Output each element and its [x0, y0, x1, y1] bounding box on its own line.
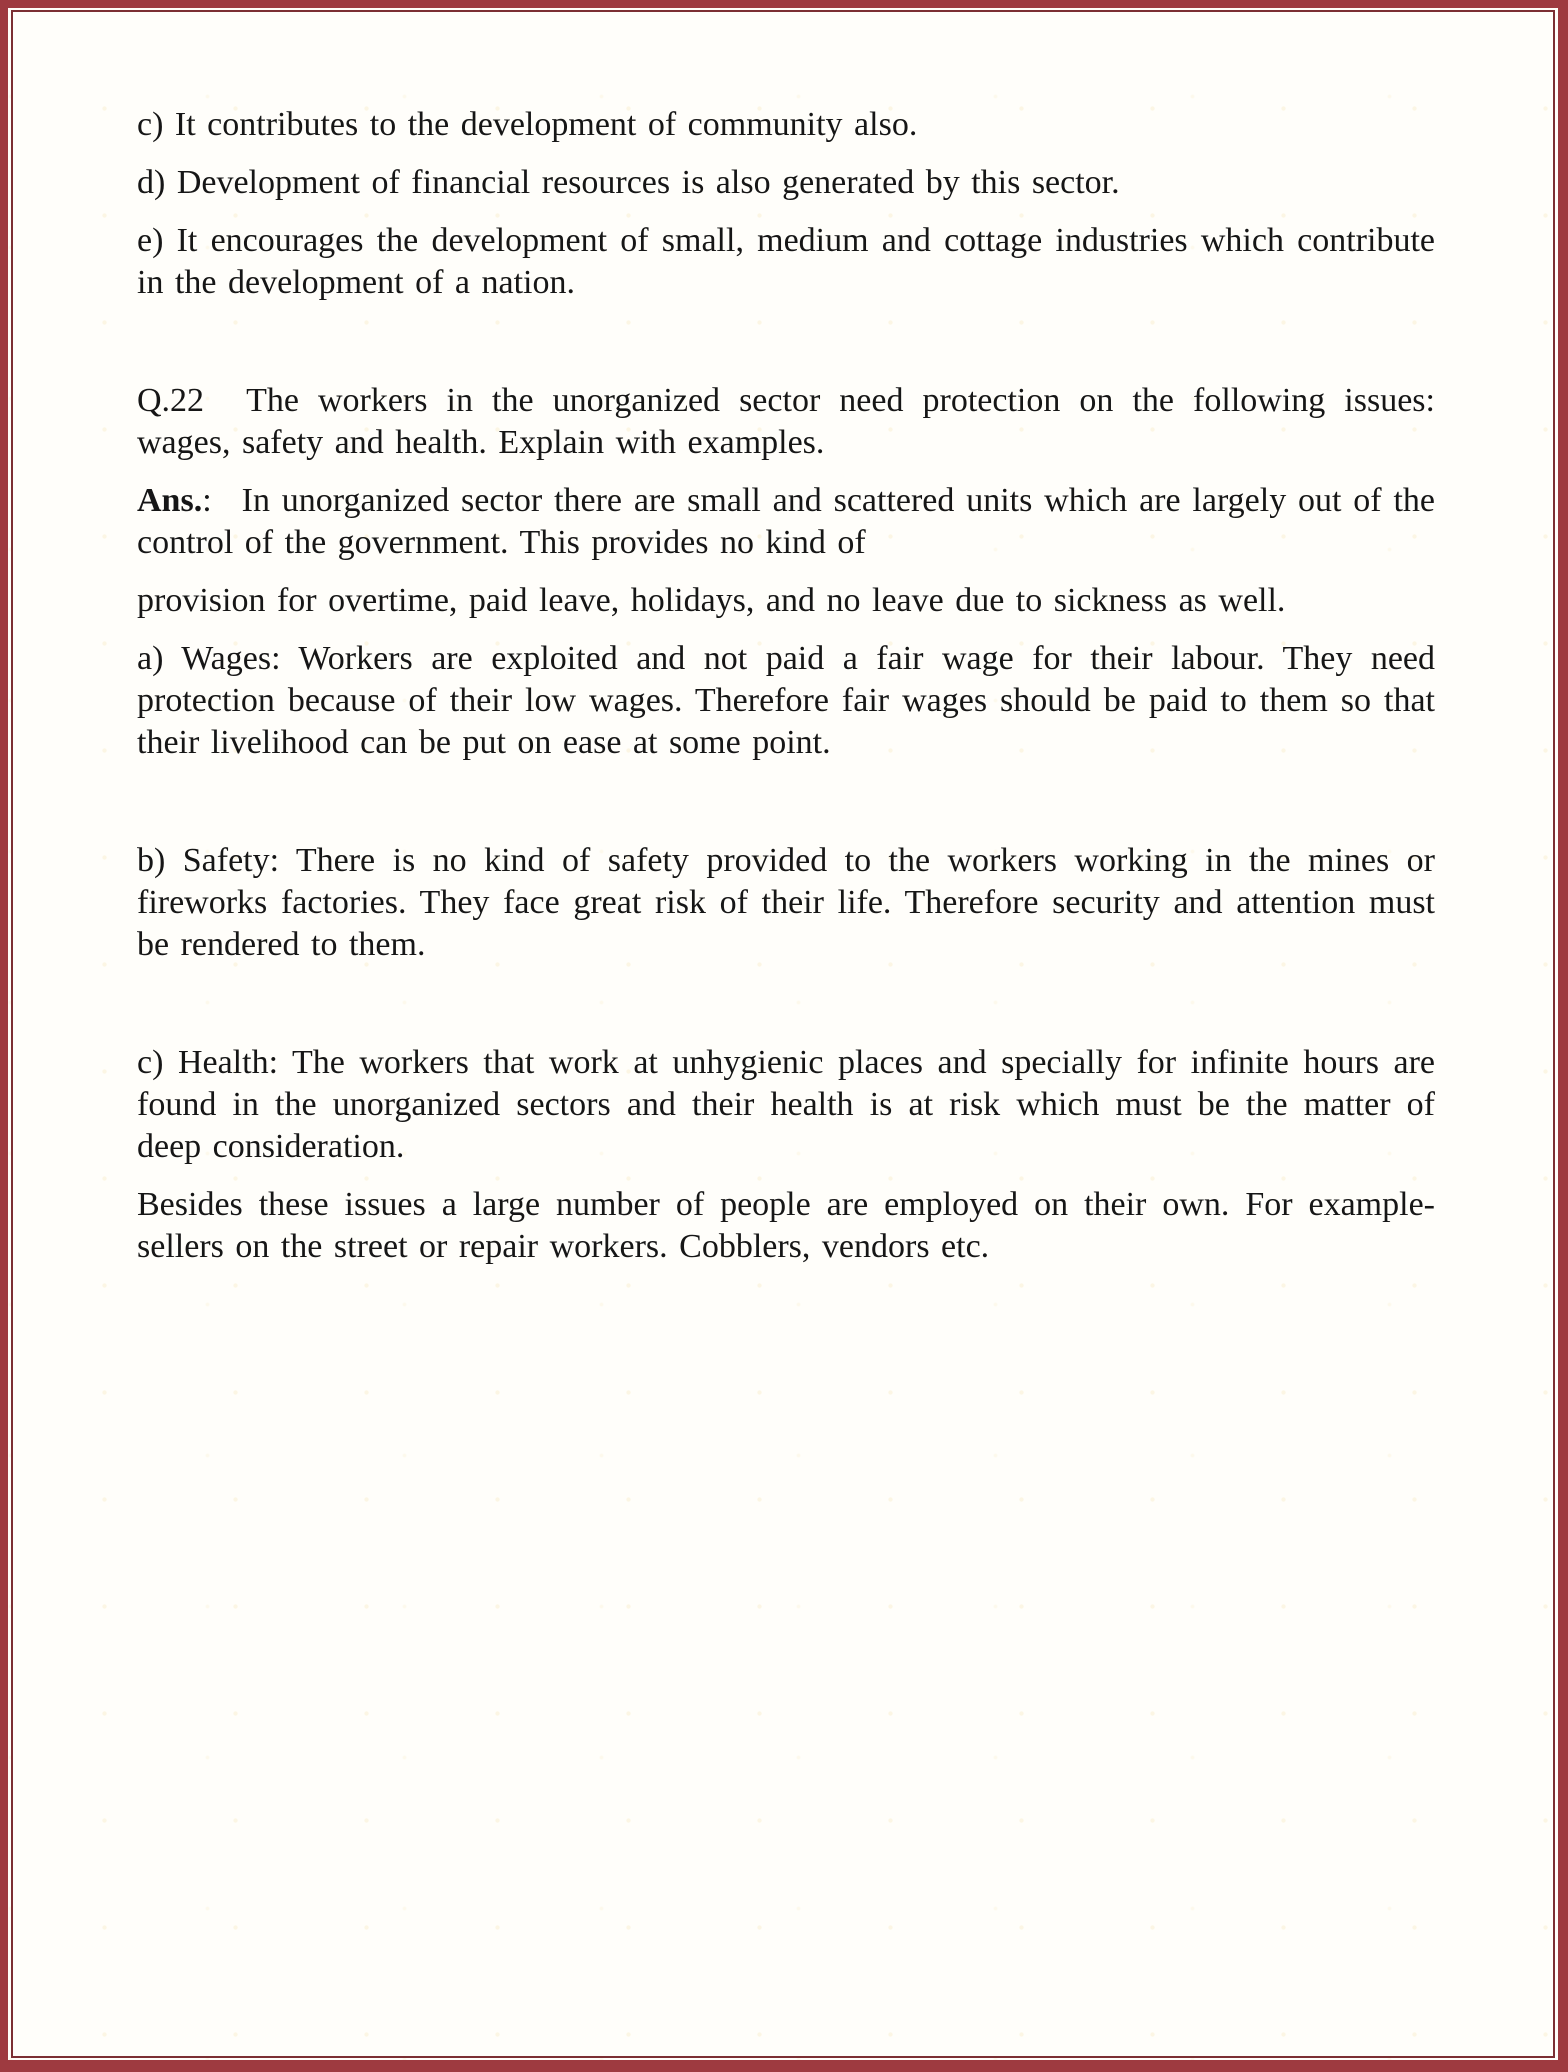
- question-number: Q.22: [137, 382, 205, 419]
- answer-intro-paragraph: [137, 480, 1435, 564]
- answer-separator: :: [202, 482, 212, 519]
- list-item-d: d) Development of financial resources is also generated by this sector.: [137, 164, 1120, 201]
- answer-closing-paragraph: Besides these issues a large number of people are employed on their own. For example- sellers on the street or repair workers. Cobblers, vendors etc.: [137, 1186, 1435, 1265]
- answer-continuation-paragraph: provision for overtime, paid leave, holidays, and no leave due to sickness as well.: [137, 582, 1286, 619]
- answer-label: Ans.: [137, 482, 203, 519]
- answer-point-wages: a) Wages: Workers are exploited and not paid a fair wage for their labour. They need protection because of their low wages. Therefore fair wages should be paid to them so that their livelihood can be put on ease at some point.: [137, 640, 1435, 761]
- answer-intro-text: In unorganized sector there are small and scattered units which are largely out of the control of the government. This provides no kind of: [137, 482, 1435, 561]
- list-item-c: c) It contributes to the development of community also.: [137, 106, 918, 143]
- question-paragraph: [137, 380, 1435, 464]
- document-content: [137, 8, 1435, 1268]
- answer-point-safety: b) Safety: There is no kind of safety provided to the workers working in the mines or fireworks factories. They face great risk of their life. Therefore security and attention must be rendered to them.: [137, 842, 1435, 963]
- answer-point-health: c) Health: The workers that work at unhygienic places and specially for infinite hours are found in the unorganized sectors and their health is at risk which must be the matter of deep consideration.: [137, 1044, 1435, 1165]
- question-text: The workers in the unorganized sector need protection on the following issues: wages, safety and health. Explain with examples.: [137, 382, 1435, 461]
- list-item-e: e) It encourages the development of small, medium and cottage industries which contribute in the development of a nation.: [137, 222, 1435, 301]
